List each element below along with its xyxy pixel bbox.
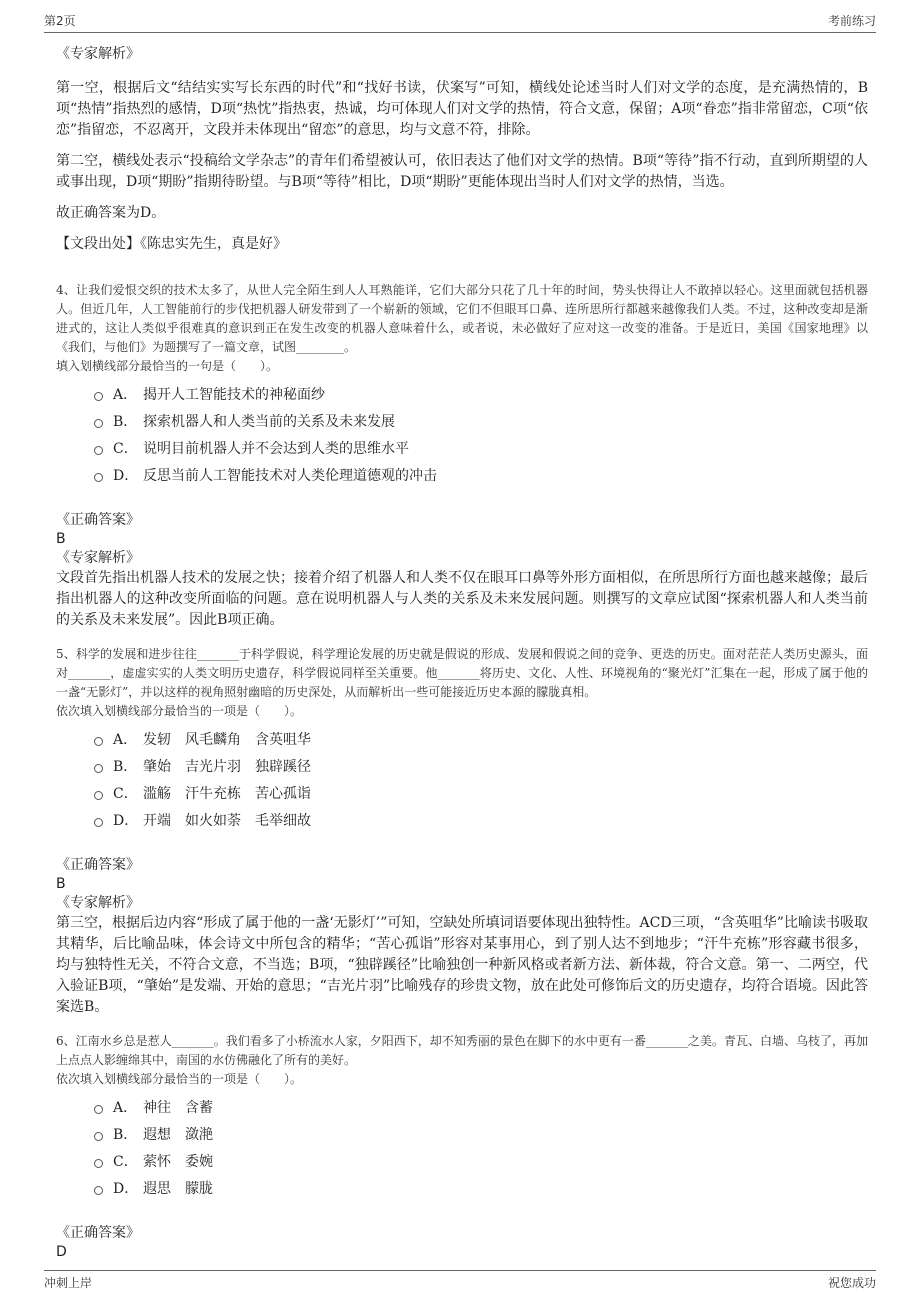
option-b[interactable]: B． 遐想 潋滟 [94, 1120, 868, 1147]
page-header [44, 12, 876, 33]
option-a[interactable]: A． 揭开人工智能技术的神秘面纱 [94, 380, 868, 407]
option-text: 肇始 吉光片羽 独辟蹊径 [143, 758, 311, 775]
radio-button[interactable] [94, 1159, 103, 1168]
radio-button[interactable] [94, 1105, 103, 1114]
analysis-paragraph: 第一空，根据后文“结结实实写长东西的时代”和“找好书读，伏案写”可知，横线处论述当时人们对文学的态度，是充满热情的，B项“热情”指热烈的感情，D项“热忱”指热衷，热诚，均可体现人们对文学的热情，符合文意，保留；A项“眷恋”指非常留恋，C项“依恋”指留恋，不忍离开，文段并未体现出“留恋”的意思，均与文意不符，排除。 [56, 80, 868, 138]
option-c[interactable]: C． 萦怀 委婉 [94, 1147, 868, 1174]
option-text: 开端 如火如荼 毛举细故 [143, 812, 311, 829]
footer-left: 冲刺上岸 [44, 1276, 93, 1290]
analysis-paragraph: 第二空，横线处表示“投稿给文学杂志”的青年们希望被认可，依旧表达了他们对文学的热情。B项“等待”指不行动，直到所期望的人或事出现，D项“期盼”指期待盼望。与B项“等待”相比，D项“期盼”更能体现出当时人们对文学的热情，当选。 [56, 153, 868, 190]
option-a[interactable]: A． 发轫 风毛麟角 含英咀华 [94, 725, 868, 752]
option-text: 说明目前机器人并不会达到人类的思维水平 [143, 440, 409, 457]
radio-button[interactable] [94, 419, 103, 428]
option-text: 发轫 风毛麟角 含英咀华 [143, 731, 311, 748]
question-6 [56, 1032, 868, 1261]
option-list [94, 1093, 868, 1201]
option-list [94, 725, 868, 833]
correct-answer: B [56, 876, 66, 892]
answer-conclusion: 故正确答案为D。 [56, 205, 166, 221]
page-number: 第2页 [44, 14, 76, 28]
analysis-paragraph: 第三空，根据后边内容“形成了属于他的一盏‘无影灯’”可知，空缺处所填词语要体现出独特性。ACD三项，“含英咀华”比喻读书吸取其精华，后比喻品味，体会诗文中所包含的精华；“苦心孤诣”形容对某事用心，到了别人达不到地步；“汗牛充栋”形容藏书很多，均与独特性无关，不符合文意，不当选；B项，“独辟蹊径”比喻独创一种新风格或者新方法、新体裁，符合文意。第一、二两空，代入验证B项，“肇始”是发端、开始的意思；“吉光片羽”比喻残存的珍贵文物，放在此处可修饰后文的历史遗存，均符合语境。因此答案选B。 [56, 915, 868, 1015]
option-d[interactable]: D． 遐思 朦胧 [94, 1174, 868, 1201]
correct-answer: D [56, 1244, 67, 1260]
radio-button[interactable] [94, 1132, 103, 1141]
answer-label: 《正确答案》 [56, 512, 140, 528]
option-d[interactable]: D． 反思当前人工智能技术对人类伦理道德观的冲击 [94, 461, 868, 488]
radio-button[interactable] [94, 473, 103, 482]
question-stem: 6、江南水乡总是惹人_______。我们看多了小桥流水人家，夕阳西下，却不知秀丽的景色在脚下的水中更有一番_______之美。青瓦、白墙、乌枝了，再加上点点人影缠绵其中，南国的水仿佛融化了所有的美好。 [56, 1034, 868, 1067]
question-4 [56, 281, 868, 631]
correct-answer: B [56, 531, 66, 547]
radio-button[interactable] [94, 818, 103, 827]
radio-button[interactable] [94, 392, 103, 401]
option-text: 探索机器人和人类当前的关系及未来发展 [143, 413, 395, 430]
analysis-block-prev [56, 44, 868, 255]
option-text: 反思当前人工智能技术对人类伦理道德观的冲击 [143, 467, 437, 484]
analysis-paragraph: 文段首先指出机器人技术的发展之快；接着介绍了机器人和人类不仅在眼耳口鼻等外形方面相似，在所思所行方面也越来越像；最后指出机器人的这种改变所面临的问题。意在说明机器人与人类的关系及未来发展问题。则撰写的文章应试图“探索机器人和人类当前的关系及未来发展”。因此B项正确。 [56, 570, 868, 628]
analysis-label: 《专家解析》 [56, 550, 140, 566]
question-5 [56, 645, 868, 1018]
question-stem: 4、让我们爱恨交织的技术太多了，从世人完全陌生到人人耳熟能详，它们大部分只花了几十年的时间，势头快得让人不敢掉以轻心。这里面就包括机器人。但近几年，人工智能前行的步伐把机器人研发带到了一个崭新的领域，它们不但眼耳口鼻、连所思所行都越来越像我们人类。不过，这种改变却是渐进式的，这让人类似乎很难真的意识到正在发生改变的机器人意味着什么，或者说，未必做好了应对这一改变的准备。于是近日，美国《国家地理》以《我们，与他们》为题撰写了一篇文章，试图________。 [56, 283, 868, 354]
analysis-label: 《专家解析》 [56, 46, 140, 62]
source-citation: 【文段出处】《陈忠实先生，真是好》 [56, 236, 287, 252]
question-prompt: 依次填入划横线部分最恰当的一项是（ ）。 [56, 1072, 303, 1086]
radio-button[interactable] [94, 1186, 103, 1195]
option-a[interactable]: A． 神往 含蓄 [94, 1093, 868, 1120]
page-footer [44, 1270, 876, 1291]
answer-label: 《正确答案》 [56, 1225, 140, 1241]
option-c[interactable]: C． 滥觞 汗牛充栋 苦心孤诣 [94, 779, 868, 806]
header-title: 考前练习 [827, 14, 876, 28]
option-b[interactable]: B． 肇始 吉光片羽 独辟蹊径 [94, 752, 868, 779]
option-text: 滥觞 汗牛充栋 苦心孤诣 [143, 785, 311, 802]
option-text: 神往 含蓄 [143, 1099, 213, 1116]
question-prompt: 依次填入划横线部分最恰当的一项是（ ）。 [56, 704, 303, 718]
question-stem: 5、科学的发展和进步往往_______于科学假说，科学理论发展的历史就是假说的形成、发展和假说之间的竞争、更迭的历史。面对茫茫人类历史源头，面对_______，虚虚实实的人类文明历史遗存，科学假说同样至关重要。他_______将历史、文化、人性、环境视角的“聚光灯”汇集在一起，形成了属于他的一盏“无影灯”，并以这样的视角照射幽暗的历史深处，从而解析出一些可能接近历史本源的朦胧真相。 [56, 647, 868, 699]
answer-label: 《正确答案》 [56, 857, 140, 873]
radio-button[interactable] [94, 737, 103, 746]
radio-button[interactable] [94, 791, 103, 800]
option-list [94, 380, 868, 488]
radio-button[interactable] [94, 446, 103, 455]
option-text: 萦怀 委婉 [143, 1153, 213, 1170]
option-text: 遐想 潋滟 [143, 1126, 213, 1143]
footer-right: 祝您成功 [827, 1276, 876, 1290]
option-text: 遐思 朦胧 [143, 1180, 213, 1197]
option-text: 揭开人工智能技术的神秘面纱 [143, 386, 325, 403]
question-prompt: 填入划横线部分最恰当的一句是（ ）。 [56, 359, 279, 373]
option-c[interactable]: C． 说明目前机器人并不会达到人类的思维水平 [94, 434, 868, 461]
analysis-label: 《专家解析》 [56, 895, 140, 911]
document-content [56, 44, 868, 1261]
radio-button[interactable] [94, 764, 103, 773]
option-d[interactable]: D． 开端 如火如荼 毛举细故 [94, 806, 868, 833]
option-b[interactable]: B． 探索机器人和人类当前的关系及未来发展 [94, 407, 868, 434]
